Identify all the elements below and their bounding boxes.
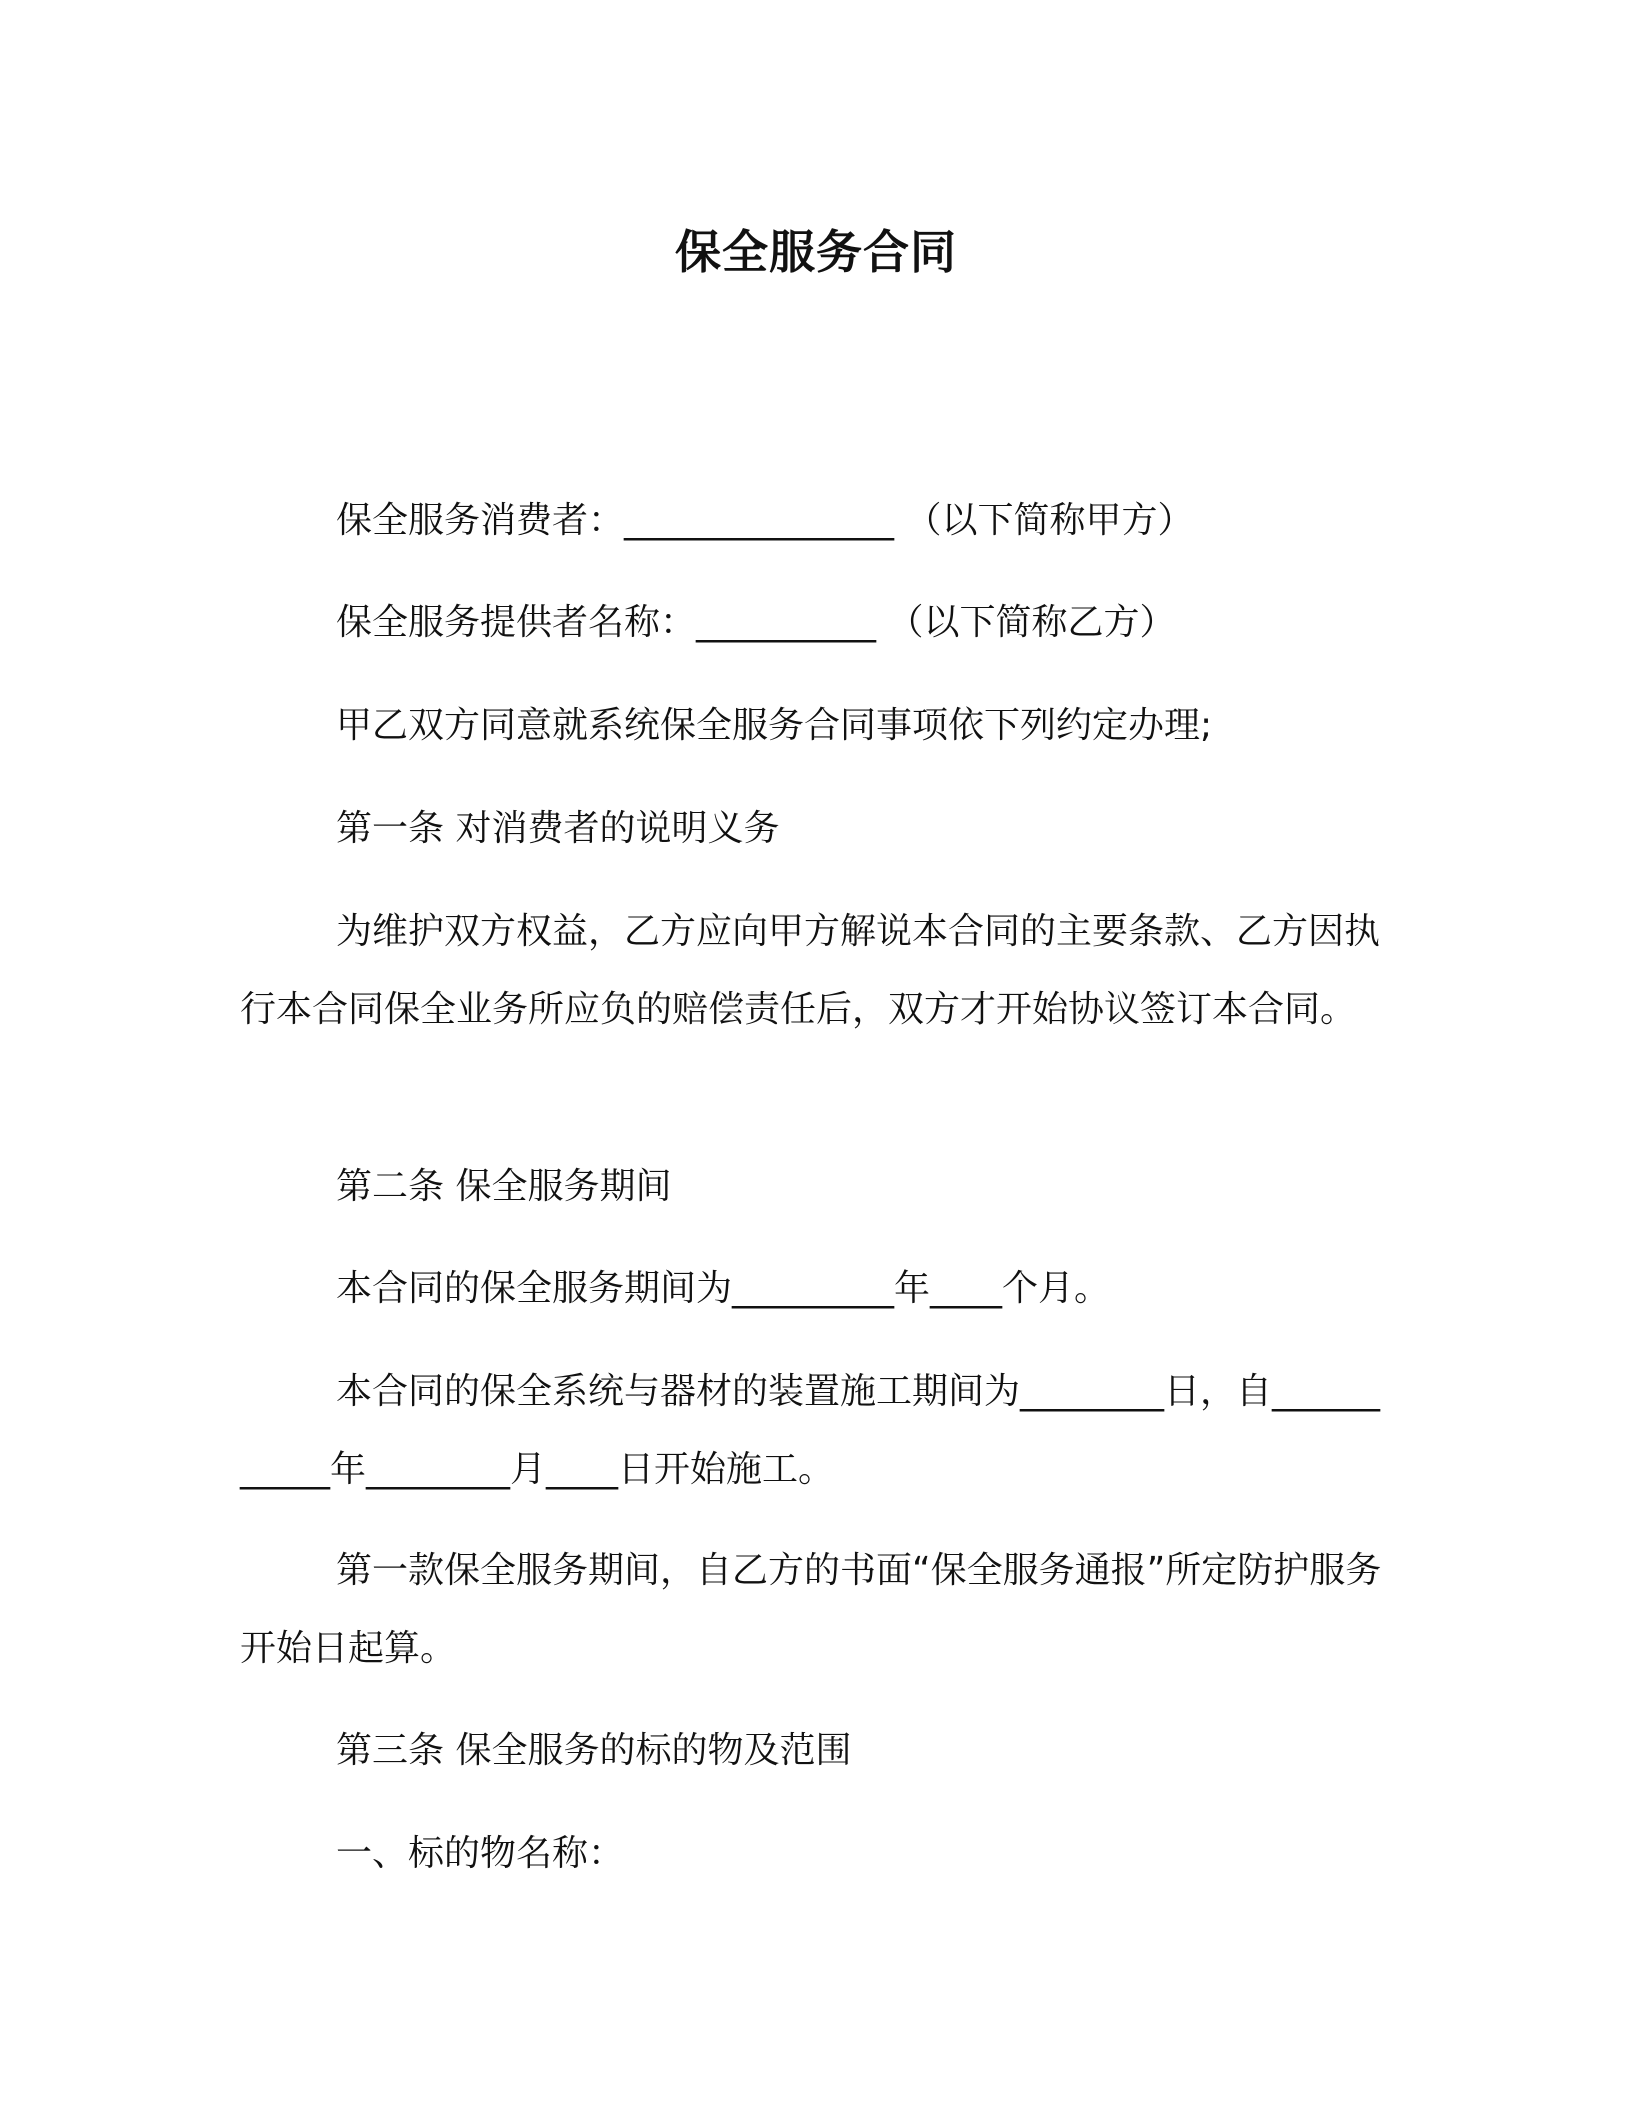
service-period-line: 本合同的保全服务期间为_________年____个月。: [336, 1268, 1111, 1309]
agreement-intro: 甲乙双方同意就系统保全服务合同事项依下列约定办理;: [336, 705, 1213, 746]
article-2-heading: 第二条 保全服务期间: [336, 1166, 672, 1207]
provider-line: 保全服务提供者名称：__________ （以下简称乙方）: [336, 602, 1176, 643]
article-1-body: 为维护双方权益，乙方应向甲方解说本合同的主要条款、乙方因执行本合同保全业务所应负的赔偿责任后，双方才开始协议签订本合同。: [240, 911, 1381, 1030]
clause-1-body: 第一款保全服务期间，自乙方的书面“保全服务通报”所定防护服务开始日起算。: [240, 1550, 1382, 1669]
consumer-line: 保全服务消费者：_______________ （以下简称甲方）: [336, 500, 1194, 541]
installation-period-line: 本合同的保全系统与器材的装置施工期间为________日，自___________年________月____日开始施工。: [240, 1371, 1381, 1490]
subject-name-line: 一、标的物名称：: [336, 1833, 625, 1874]
article-3-heading: 第三条 保全服务的标的物及范围: [336, 1730, 852, 1771]
document-title: 保全服务合同: [675, 225, 957, 279]
article-1-heading: 第一条 对消费者的说明义务: [336, 808, 780, 849]
